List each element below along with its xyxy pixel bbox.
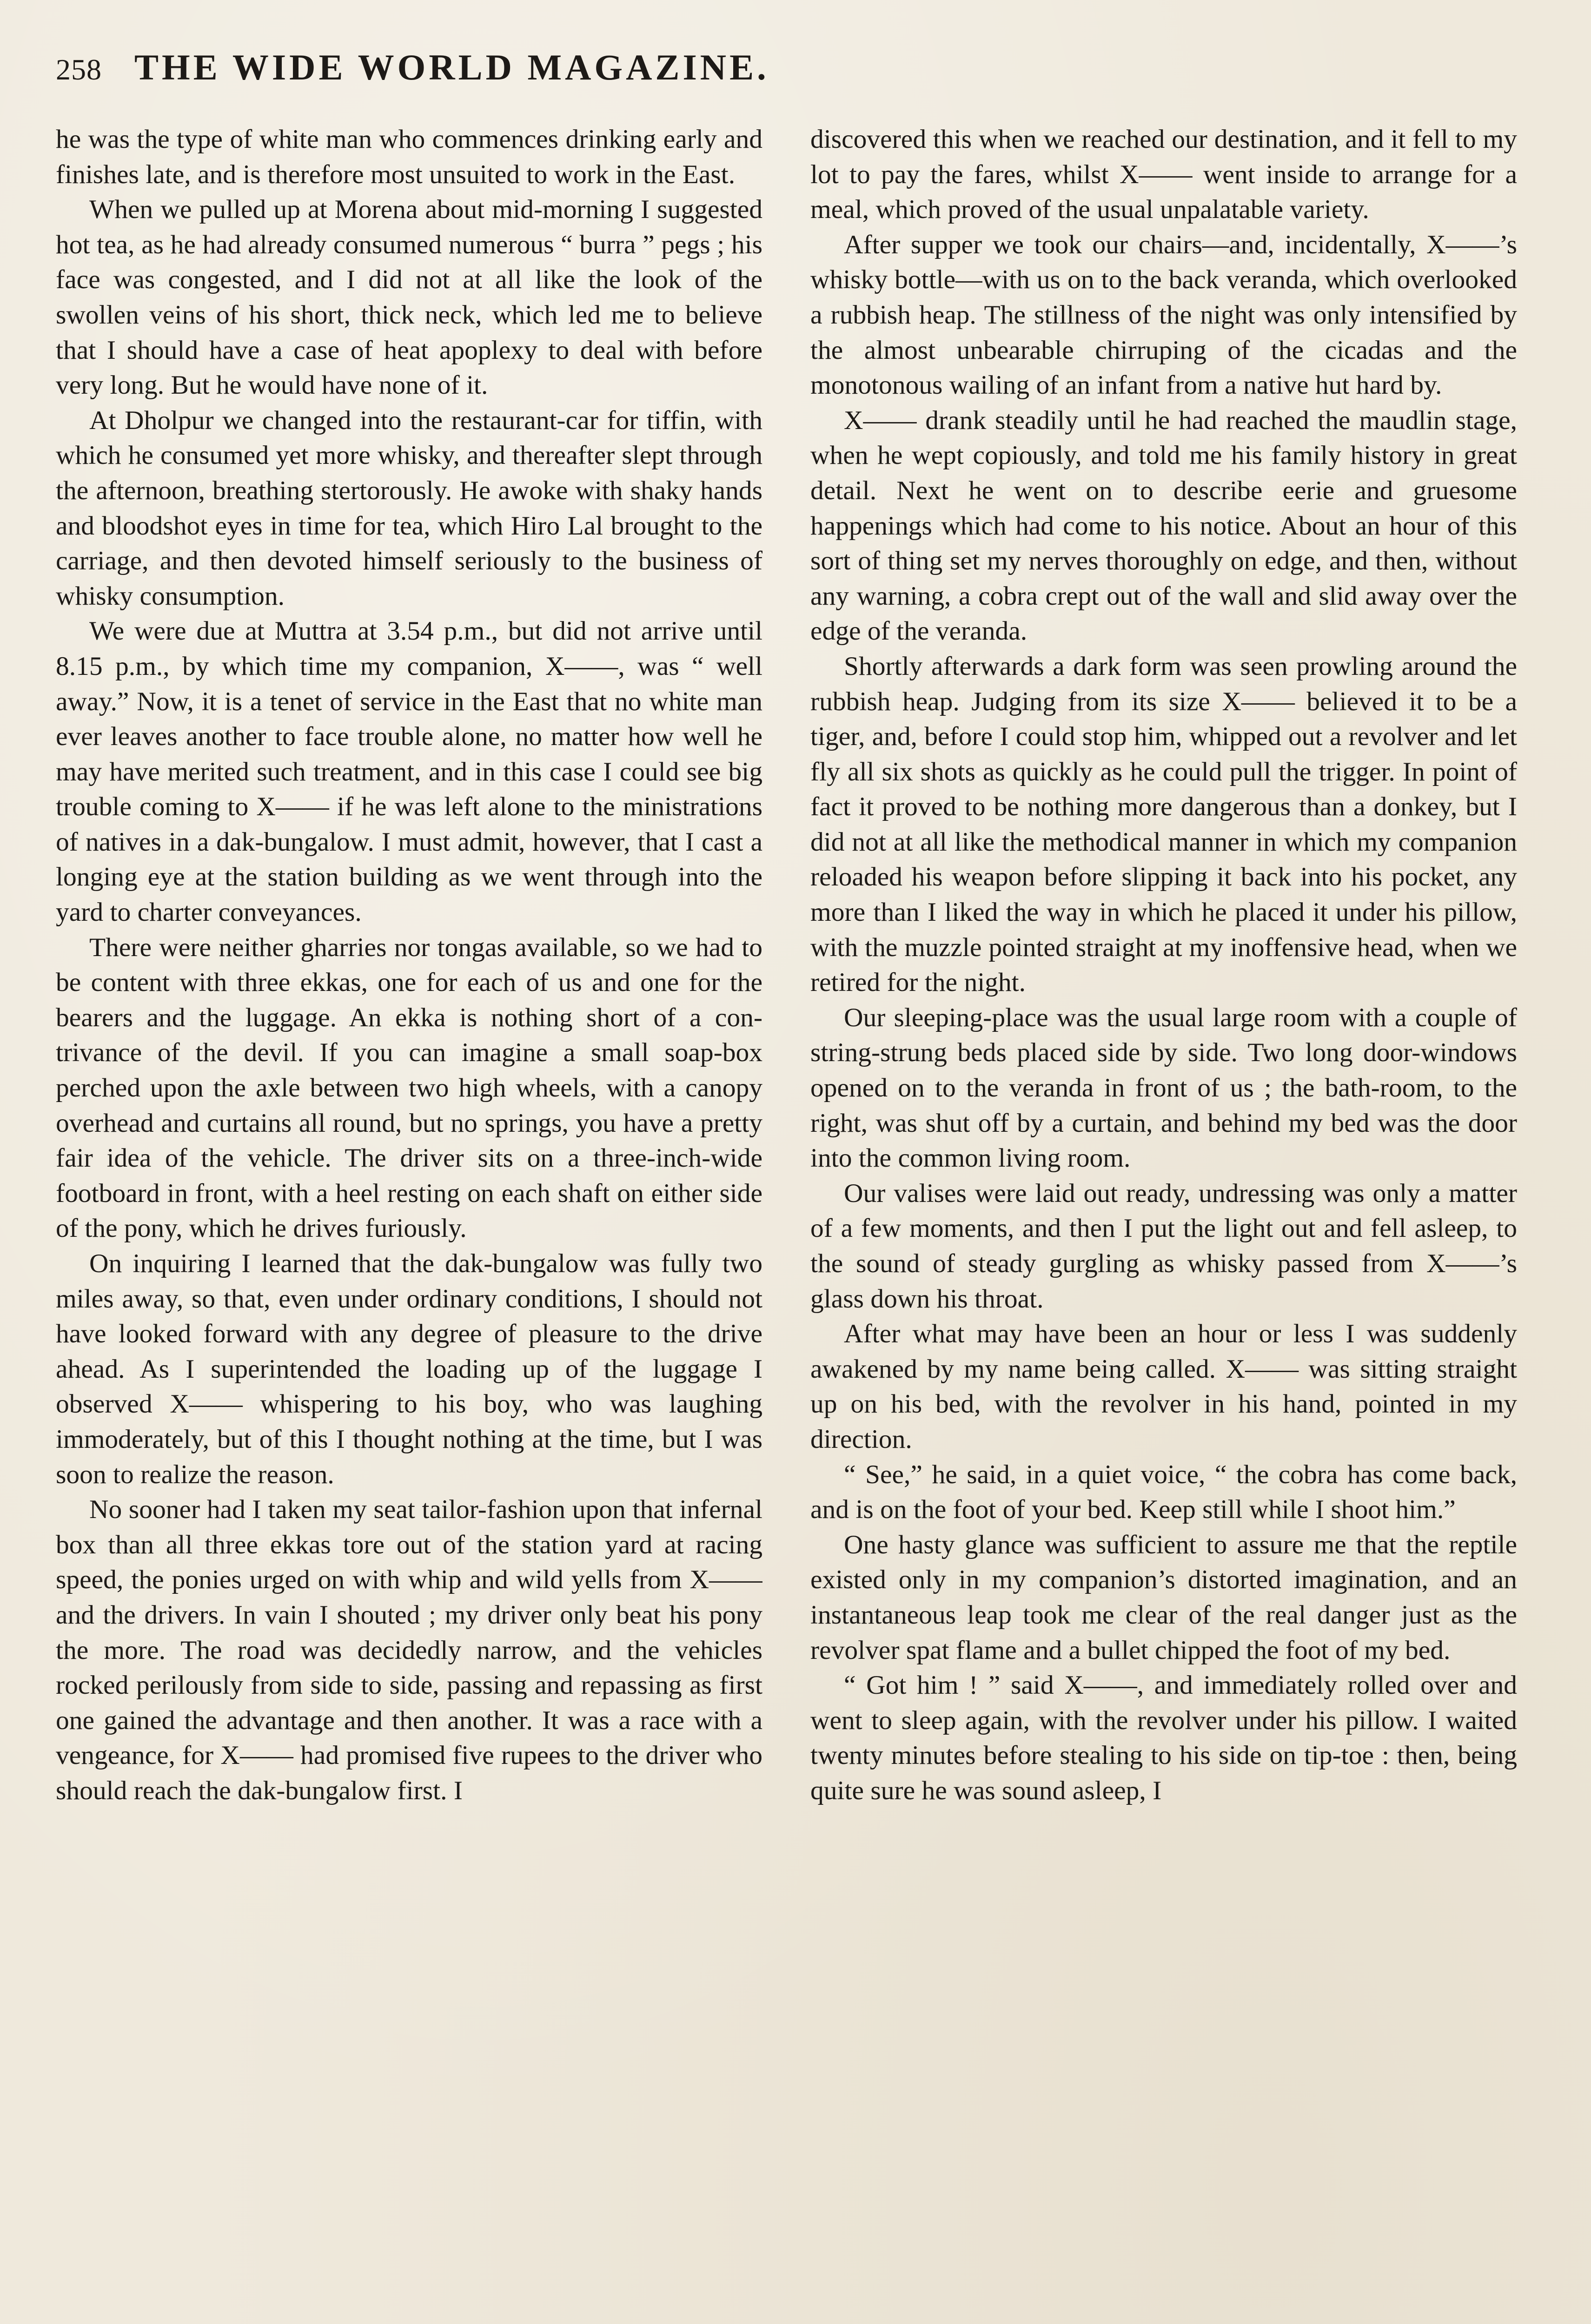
left-paragraph-5: There were neither gharries nor tongas available, so we had to be content with three ekkas, one for each of us and one for the bearers and the luggage. An ekka is nothing short of a contrivance of the devil. If you can imagine a small soap-box perched upon the axle between two high wheels, with a canopy overhead and curtains all round, but no springs, you have a pretty fair idea of the vehicle. The driver sits on a three-inch-wide footboard in front, with a heel resting on each shaft on either side of the pony, which he drives furiously. [56, 932, 762, 1243]
right-paragraph-6: Our valises were laid out ready, undressing was only a matter of a few moments, and then I put the light out and fell asleep, to the sound of steady gurgling as whisky passed from X——’s glass down his throat. [810, 1178, 1517, 1314]
right-paragraph-9: One hasty glance was sufficient to assure me that the reptile existed only in my companion’s distorted imagination, and an instantaneous leap took me clear of the real danger just as the revolver spat flame and a bullet chipped the foot of my bed. [810, 1530, 1517, 1665]
page-number: 258 [56, 53, 102, 86]
right-paragraph-5: Our sleeping-place was the usual large room with a couple of string-strung beds placed side by side. Two long door-windows opened on to the veranda in front of us ; the bath-room, to the right, was shut off by a curtain, and behind my bed was the door into the common living room. [810, 1003, 1517, 1173]
right-paragraph-3: X—— drank steadily until he had reached the maudlin stage, when he wept copiously, and told me his family history in great detail. Next he went on to describe eerie and gruesome happenings which had come to his notice. About an hour of this sort of thing set my nerves thoroughly on edge, and then, without any warning, a cobra crept out of the wall and slid away over the edge of the veranda. [810, 405, 1517, 646]
running-title: THE WIDE WORLD MAGAZINE. [134, 47, 769, 87]
right-paragraph-8: “ See,” he said, in a quiet voice, “ the cobra has come back, and is on the foot of your bed. Keep still while I shoot him.” [810, 1459, 1517, 1525]
right-paragraph-4: Shortly afterwards a dark form was seen prowling around the rubbish heap. Judging from its size X—— believed it to be a tiger, and, before I could stop him, whipped out a revolver and let fly all six shots as quickly as he could pull the trigger. In point of fact it proved to be nothing more dangerous than a donkey, but I did not at all like the methodical manner in which my companion reloaded his weapon before slipping it back into his pocket, any more than I liked the way in which he placed it under his pillow, with the muzzle pointed straight at my inoffensive head, when we retired for the night. [810, 651, 1517, 997]
left-paragraph-1: he was the type of white man who commences drinking early and finishes late, and is therefore most unsuited to work in the East. [56, 125, 762, 189]
left-column [56, 122, 762, 2324]
left-paragraph-2: When we pulled up at Morena about mid-morning I suggested hot tea, as he had already consumed numerous “ burra ” pegs ; his face was congested, and I did not at all like the look of the swollen veins of his short, thick neck, which led me to believe that I should have a case of heat apoplexy to deal with before very long. But he would have none of it. [56, 195, 762, 400]
right-column [810, 122, 1517, 2324]
page-header [56, 46, 769, 98]
right-paragraph-7: After what may have been an hour or less I was suddenly awakened by my name being called. X—— was sitting straight up on his bed, with the revolver in his hand, pointed in my direction. [810, 1319, 1517, 1454]
left-paragraph-4: We were due at Muttra at 3.54 p.m., but did not arrive until 8.15 p.m., by which time my companion, X——, was “ well away.” Now, it is a tenet of service in the East that no white man ever leaves another to face trouble alone, no matter how well he may have merited such treatment, and in this case I could see big trouble coming to X—— if he was left alone to the ministrations of natives in a dak-bungalow. I must admit, however, that I cast a longing eye at the station building as we went through into the yard to charter conveyances. [56, 616, 762, 927]
right-paragraph-1: discovered this when we reached our destination, and it fell to my lot to pay the fares, whilst X—— went inside to arrange for a meal, which proved of the usual unpalatable variety. [810, 125, 1517, 224]
right-paragraph-2: After supper we took our chairs—and, incidentally, X——’s whisky bottle—with us on to the back veranda, which overlooked a rubbish heap. The stillness of the night was only intensified by the almost unbearable chirruping of the cicadas and the monotonous wailing of an infant from a native hut hard by. [810, 230, 1517, 400]
left-paragraph-3: At Dholpur we changed into the restaurant-car for tiffin, with which he consumed yet more whisky, and thereafter slept through the afternoon, breathing stertorously. He awoke with shaky hands and bloodshot eyes in time for tea, which Hiro Lal brought to the carriage, and then devoted himself seriously to the business of whisky consumption. [56, 405, 762, 611]
left-paragraph-6: On inquiring I learned that the dak-bungalow was fully two miles away, so that, even under ordinary conditions, I should not have looked forward with any degree of pleasure to the drive ahead. As I superintended the loading up of the luggage I observed X—— whispering to his boy, who was laughing immoderately, but of this I thought nothing at the time, but I was soon to realize the reason. [56, 1249, 762, 1489]
right-paragraph-10: “ Got him ! ” said X——, and immediately rolled over and went to sleep again, with the revolver under his pillow. I waited twenty minutes before stealing to his side on tip-toe : then, being quite sure he was sound asleep, I [810, 1670, 1517, 1805]
left-paragraph-7: No sooner had I taken my seat tailor-fashion upon that infernal box than all three ekkas tore out of the station yard at racing speed, the ponies urged on with whip and wild yells from X—— and the drivers. In vain I shouted ; my driver only beat his pony the more. The road was decidedly narrow, and the vehicles rocked perilously from side to side, passing and repassing as first one gained the advantage and then another. It was a race with a vengeance, for X—— had promised five rupees to the driver who should reach the dak-bungalow first. I [56, 1495, 762, 1805]
